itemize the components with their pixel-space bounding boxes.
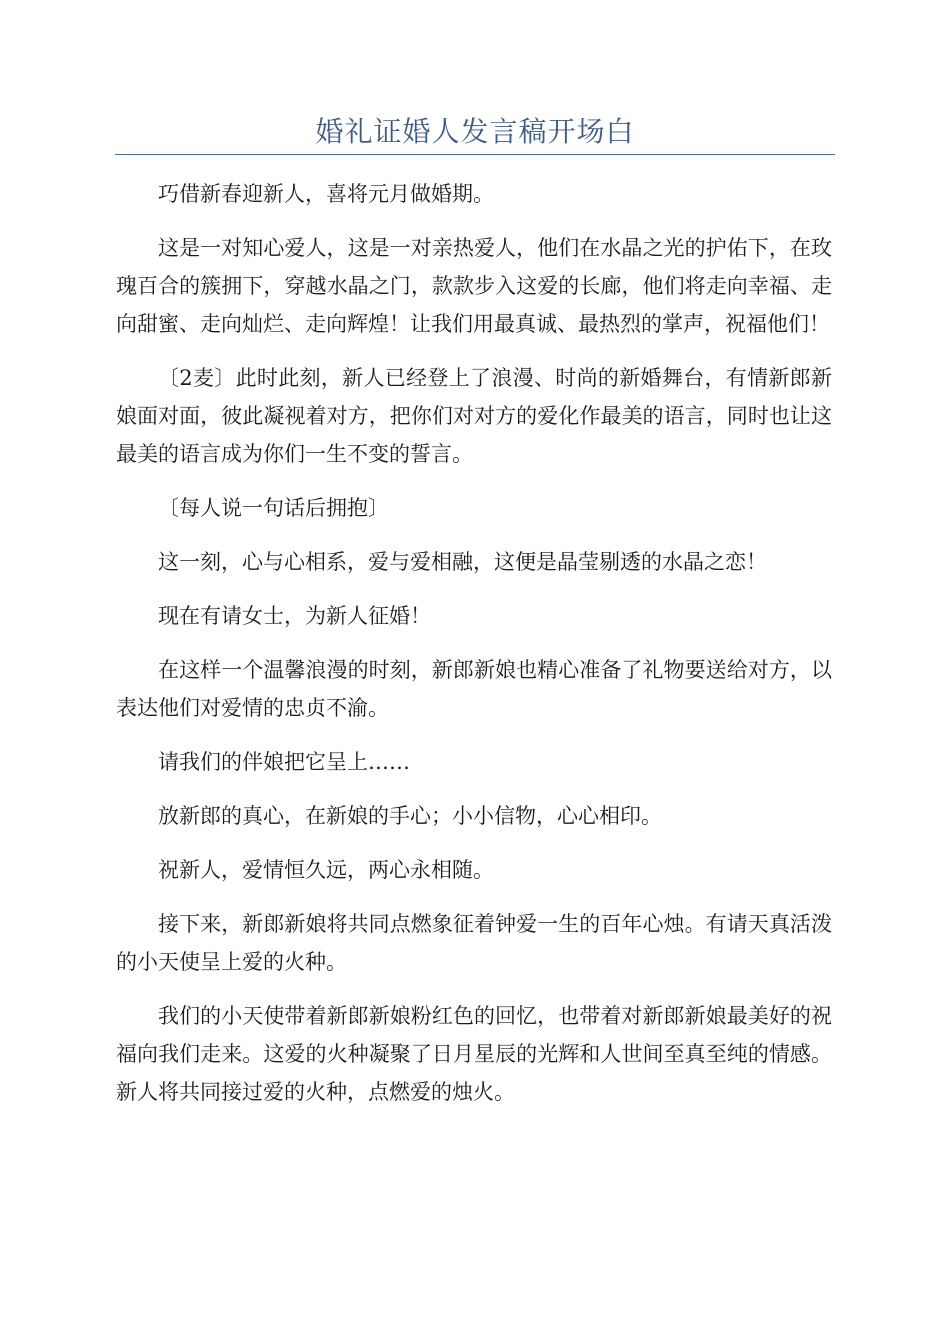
paragraph-4: 〔每人说一句话后拥抱〕: [158, 496, 389, 520]
paragraph-5: 这一刻，心与心相系，爱与爱相融，这便是晶莹剔透的水晶之恋！: [158, 550, 767, 574]
paragraph-10: 祝新人，爱情恒久远，两心永相随。: [158, 858, 494, 882]
paragraph-9: 放新郎的真心，在新娘的手心；小小信物，心心相印。: [158, 804, 662, 828]
page-title: 婚礼证婚人发言稿开场白: [315, 115, 635, 148]
paragraph-12: 我们的小天使带着新郎新娘粉红色的回忆，也带着对新郎新娘最美好的祝福向我们走来。这爱的火种凝聚了日月星辰的光辉和人世间至真至纯的情感。新人将共同接过爱的火种，点燃爱的烛火。: [116, 1004, 832, 1104]
title-underline: [115, 154, 835, 155]
paragraph-11: 接下来，新郎新娘将共同点燃象征着钟爱一生的百年心烛。有请天真活泼的小天使呈上爱的火种。: [116, 912, 832, 974]
document-body: [116, 175, 832, 1127]
paragraph-2: 这是一对知心爱人，这是一对亲热爱人，他们在水晶之光的护佑下，在玫瑰百合的簇拥下，穿越水晶之门，款款步入这爱的长廊，他们将走向幸福、走向甜蜜、走向灿烂、走向辉煌！让我们用最真诚、最热烈的掌声，祝福他们！: [116, 236, 832, 336]
paragraph-6: 现在有请女士，为新人征婚！: [158, 604, 431, 628]
paragraph-1: 巧借新春迎新人，喜将元月做婚期。: [158, 182, 494, 206]
paragraph-3: 〔2麦〕此时此刻，新人已经登上了浪漫、时尚的新婚舞台，有情新郎新娘面对面，彼此凝视着对方，把你们对对方的爱化作最美的语言，同时也让这最美的语言成为你们一生不变的誓言。: [116, 366, 832, 466]
paragraph-7: 在这样一个温馨浪漫的时刻，新郎新娘也精心准备了礼物要送给对方，以表达他们对爱情的忠贞不渝。: [116, 658, 832, 720]
paragraph-8: 请我们的伴娘把它呈上……: [158, 750, 410, 774]
